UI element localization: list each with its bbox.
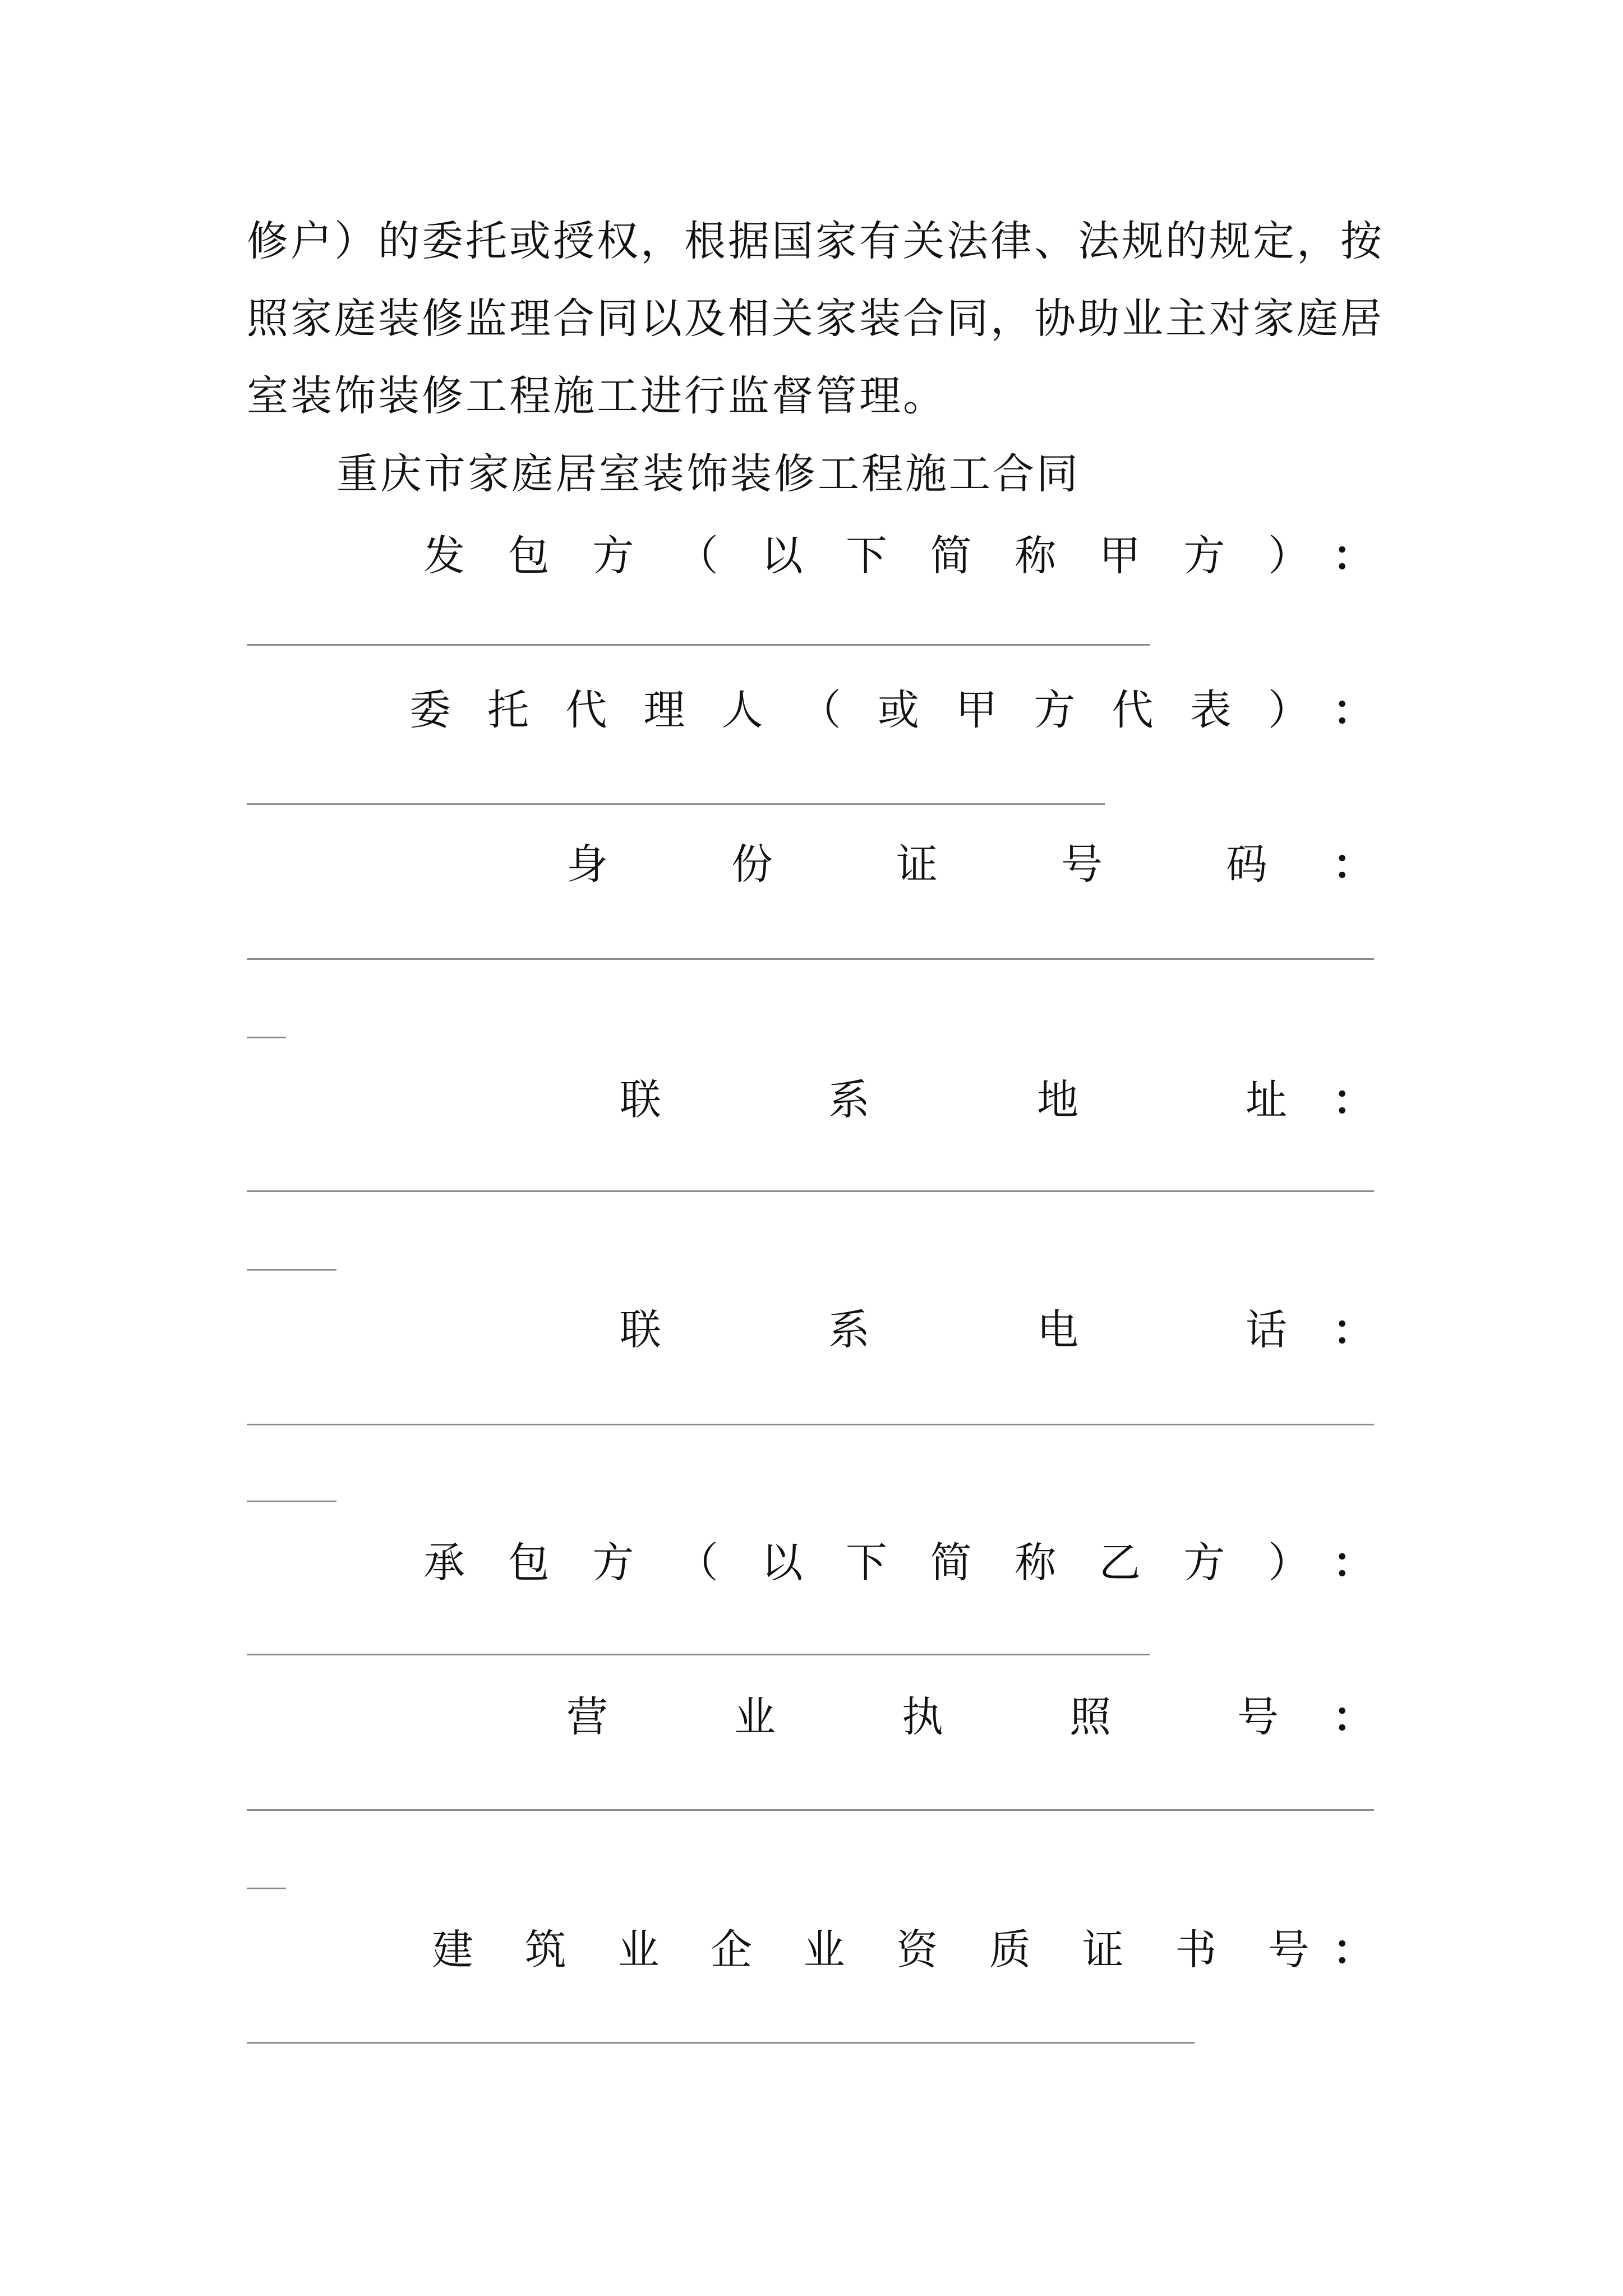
label-char: 或 [878,686,920,734]
label-char: 方 [1183,532,1225,580]
paragraph-line-2: 照家庭装修监理合同以及相关家装合同，协助业主对家庭居 [247,295,1384,343]
field-qualification-blank[interactable] [247,2042,1195,2044]
label-char: 电 [1037,1306,1078,1354]
paragraph-line-3: 室装饰装修工程施工进行监督管理。 [247,372,947,420]
label-char: 身 [566,840,608,889]
label-char: 代 [1112,686,1154,734]
label-char: 业 [803,1926,845,1974]
label-char: 质 [989,1926,1031,1974]
label-char: 联 [620,1076,661,1124]
label-char: 表 [1189,686,1232,734]
field-address-blank[interactable] [247,1190,1374,1192]
label-char: 甲 [956,686,998,734]
label-char: 下 [845,1539,887,1587]
paragraph-line-1: 修户）的委托或授权，根据国家有关法律、法规的规定，按 [247,217,1384,265]
field-employer-blank[interactable] [247,644,1150,646]
label-char: 简 [930,532,972,580]
field-contractor [247,1529,1374,1590]
label-char: 地 [1037,1076,1078,1124]
field-phone [247,1296,1374,1358]
label-char: 托 [487,686,529,734]
label-char: 称 [1015,532,1057,580]
label-char: 业 [734,1693,776,1741]
label-char: 号 [1267,1926,1310,1974]
field-employer [247,522,1374,583]
label-char: 理 [643,686,685,734]
field-employer-colon: ： [1332,532,1374,580]
label-char: 发 [423,532,465,580]
label-char: 证 [896,840,938,889]
field-qualification-label [432,1917,1310,1976]
label-char: 资 [896,1926,938,1974]
label-char: ） [1267,532,1310,580]
contract-title: 重庆市家庭居室装饰装修工程施工合同 [336,450,1080,498]
field-contractor-label [423,1530,1310,1589]
field-agent [247,676,1374,738]
label-char: 系 [828,1306,870,1354]
label-char: 甲 [1099,532,1141,580]
field-qualification [247,1916,1374,1977]
label-char: 建 [432,1926,473,1974]
field-address-colon: ： [1332,1076,1374,1124]
label-char: 执 [902,1693,943,1741]
field-license-label [566,1684,1279,1743]
field-agent-colon: ： [1332,686,1374,734]
label-char: 书 [1175,1926,1217,1974]
label-char: 业 [617,1926,660,1974]
label-char: 营 [566,1693,608,1741]
label-char: 方 [1034,686,1076,734]
label-char: ） [1267,686,1310,734]
field-agent-blank[interactable] [247,803,1105,805]
label-char: 乙 [1099,1539,1141,1587]
label-char: 号 [1237,1693,1279,1741]
label-char: 称 [1015,1539,1057,1587]
label-char: （ [799,686,841,734]
field-id-number-blank[interactable] [247,958,1374,960]
field-license-colon: ： [1332,1693,1374,1741]
label-char: 以 [761,1539,803,1587]
field-license [247,1683,1374,1745]
label-char: 包 [508,1539,550,1587]
label-char: 简 [930,1539,972,1587]
field-id-number [247,830,1374,892]
label-char: 号 [1061,840,1103,889]
label-char: 代 [565,686,607,734]
label-char: 筑 [524,1926,566,1974]
field-license-blank[interactable] [247,1809,1374,1811]
label-char: 址 [1246,1076,1287,1124]
label-char: （ [676,1539,718,1587]
field-address-label [620,1067,1287,1126]
label-char: 包 [508,532,550,580]
label-char: 系 [828,1076,870,1124]
label-char: 话 [1246,1306,1287,1354]
label-char: 码 [1226,840,1267,889]
field-qualification-colon: ： [1332,1926,1374,1974]
field-employer-label [423,523,1310,582]
field-phone-label [620,1297,1287,1356]
label-char: 承 [423,1539,465,1587]
field-id-number-label [566,831,1267,891]
field-phone-blank[interactable] [247,1424,1374,1425]
label-char: 份 [731,840,773,889]
label-char: 方 [592,532,634,580]
field-license-blank-2[interactable] [247,1888,286,1889]
label-char: ） [1267,1539,1310,1587]
label-char: 企 [710,1926,752,1974]
field-address [247,1066,1374,1128]
field-id-number-colon: ： [1332,840,1374,889]
label-char: 照 [1069,1693,1111,1741]
field-agent-label [409,677,1310,737]
label-char: 以 [761,532,803,580]
label-char: 联 [620,1306,661,1354]
field-phone-blank-2[interactable] [247,1501,336,1502]
field-contractor-colon: ： [1332,1539,1374,1587]
field-address-blank-2[interactable] [247,1269,336,1271]
label-char: 方 [592,1539,634,1587]
label-char: 证 [1082,1926,1124,1974]
label-char: 方 [1183,1539,1225,1587]
label-char: （ [676,532,718,580]
label-char: 人 [721,686,763,734]
label-char: 下 [845,532,887,580]
label-char: 委 [409,686,451,734]
field-id-number-blank-2[interactable] [247,1037,286,1038]
field-contractor-blank[interactable] [247,1654,1150,1655]
field-phone-colon: ： [1332,1306,1374,1354]
